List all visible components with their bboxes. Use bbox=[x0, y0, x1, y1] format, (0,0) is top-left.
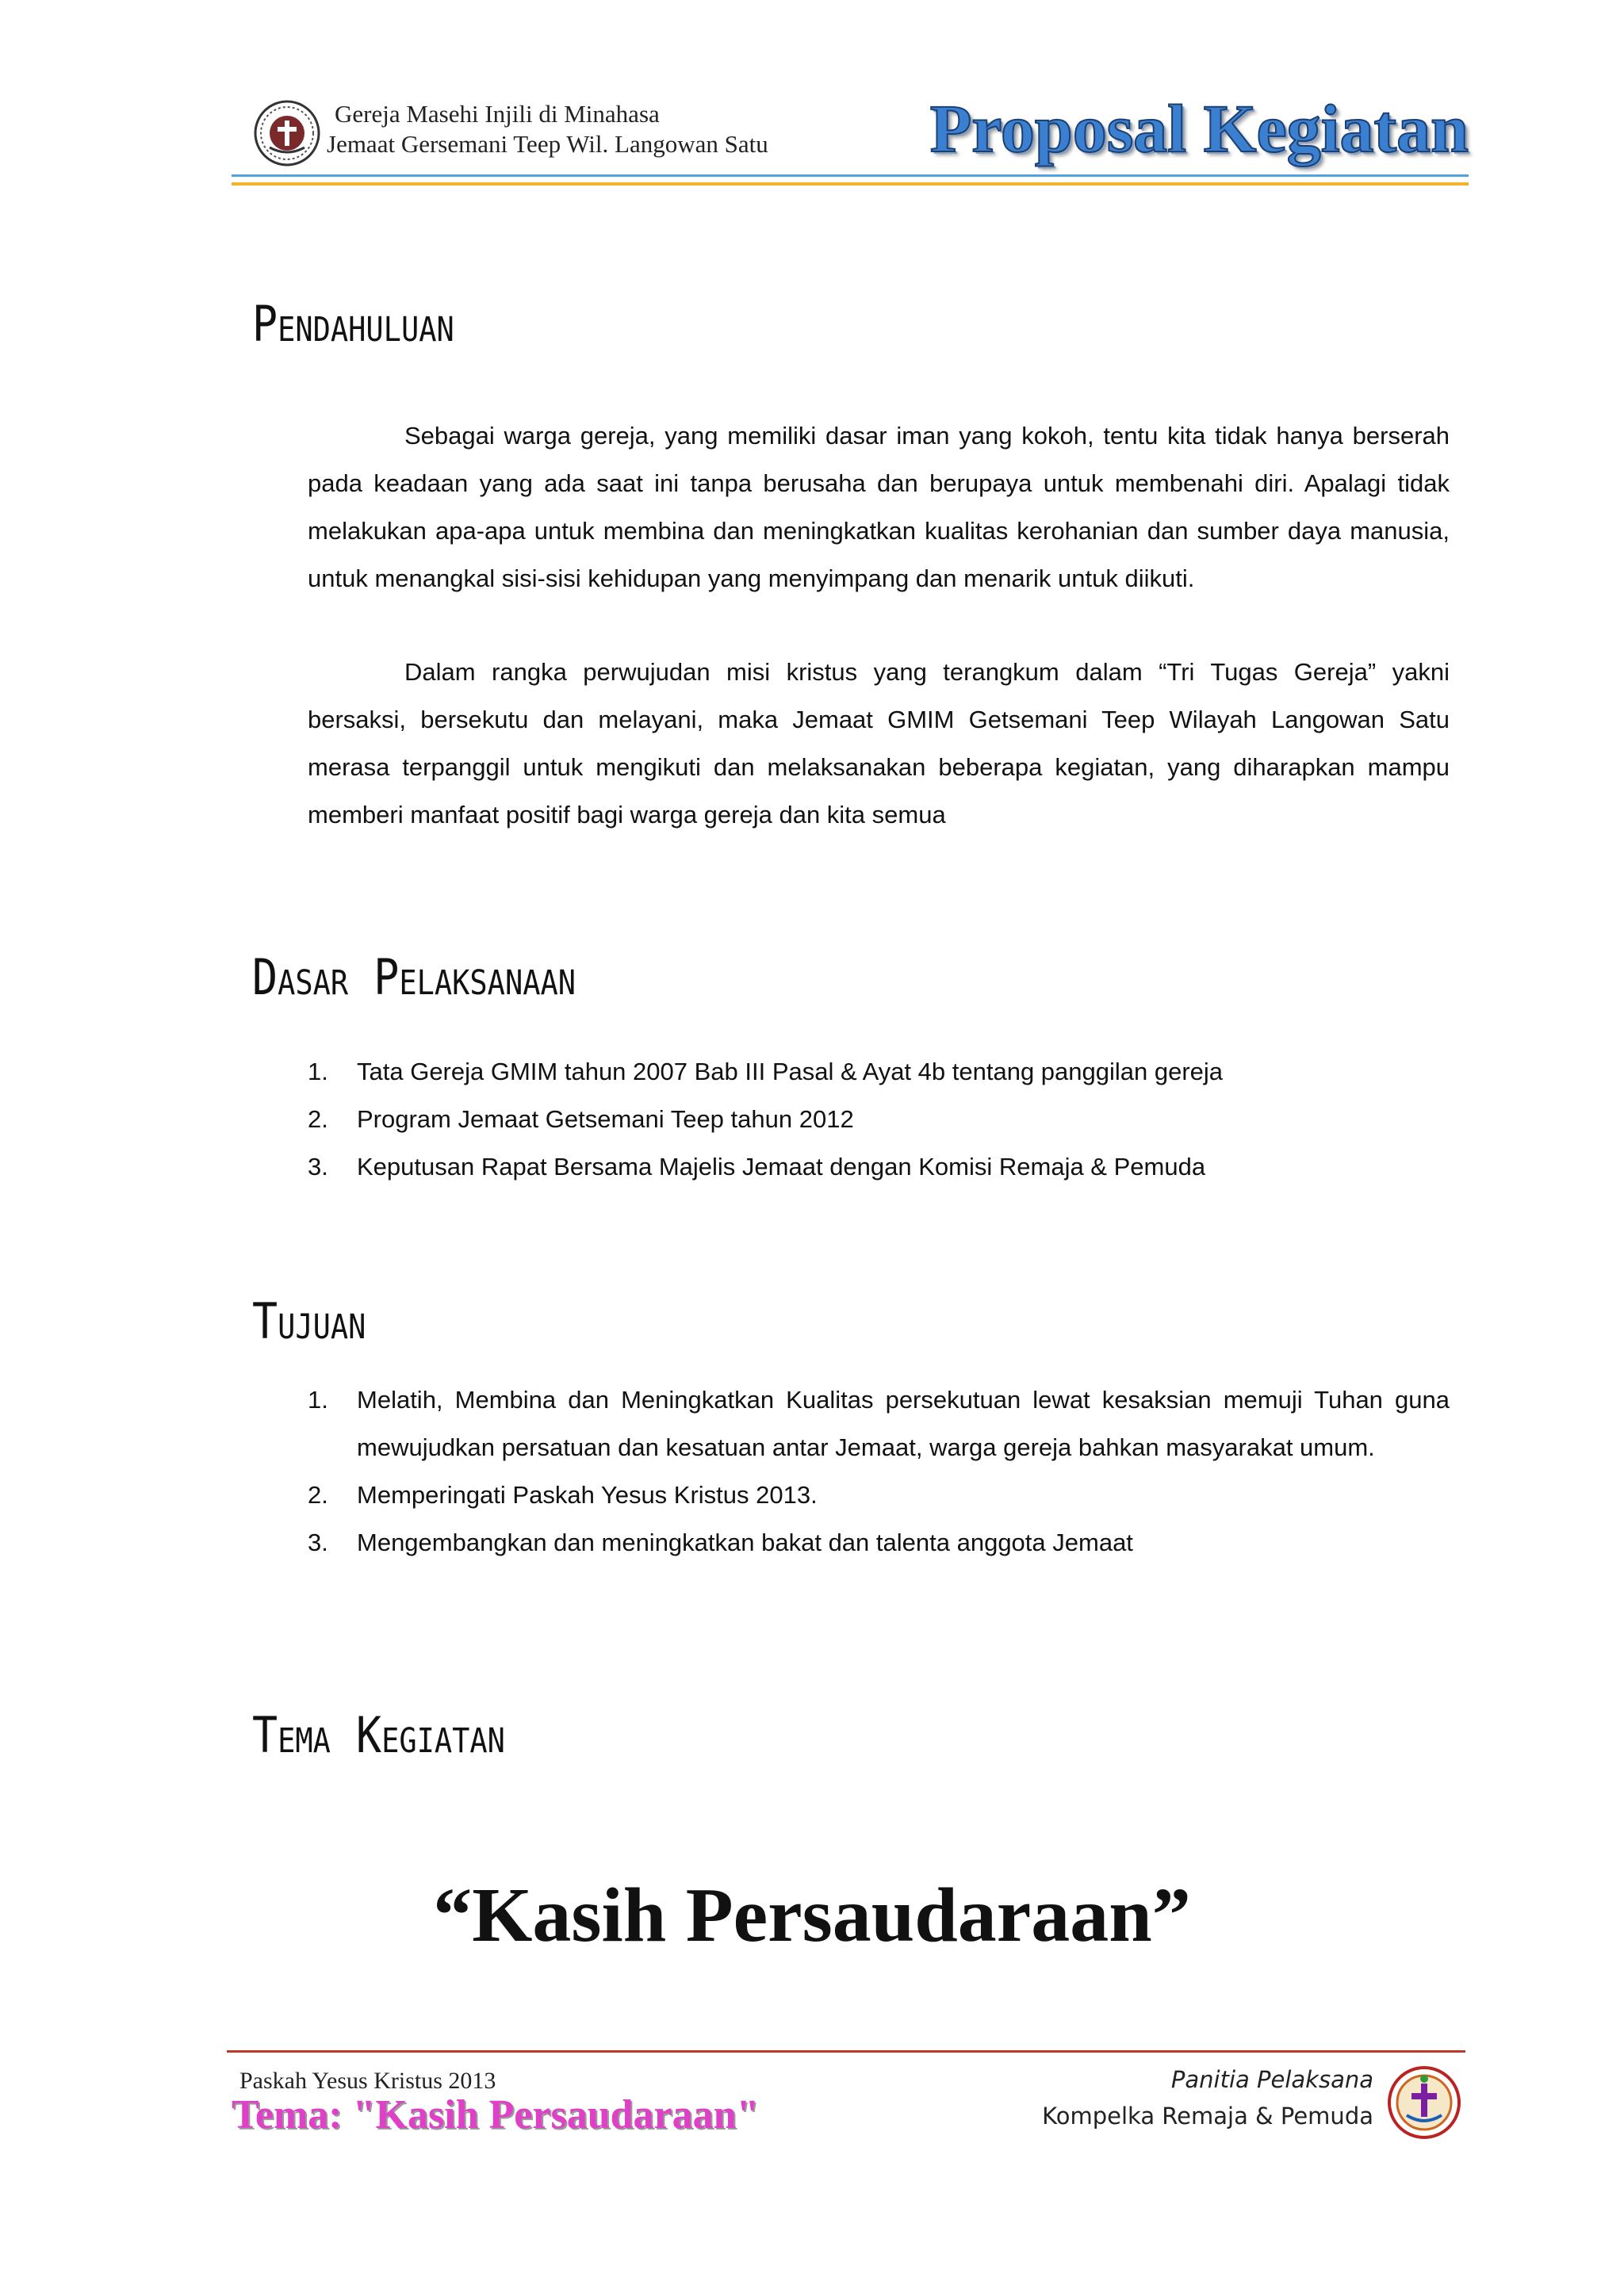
list-item bbox=[308, 1048, 1450, 1096]
list-number: 2. bbox=[308, 1481, 328, 1509]
pendahuluan-paragraph-2: Dalam rangka perwujudan misi kristus yang terangkum dalam “Tri Tugas Gereja” yakni bersaksi, bersekutu dan melayani, maka Jemaat GMIM Getsemani Teep Wilayah Langowan Satu merasa terpanggil untuk mengikuti dan melaksanakan beberapa kegiatan, yang diharapkan mampu memberi manfaat positif bagi warga gereja dan kita semua bbox=[308, 658, 1450, 828]
document-title: Proposal Kegiatan bbox=[929, 90, 1469, 166]
pendahuluan-paragraph-1: Sebagai warga gereja, yang memiliki dasar iman yang kokoh, tentu kita tidak hanya berserah pada keadaan yang ada saat ini tanpa berusaha dan berupaya untuk membenahi diri. Apalagi tidak melakukan apa-apa untuk membina dan meningkatkan kualitas kerohanian dan sumber daya manusia, untuk menangkal sisi-sisi kehidupan yang menyimpang dan menarik untuk diikuti. bbox=[308, 422, 1450, 592]
tujuan-list bbox=[308, 1376, 1450, 1567]
church-name: Gereja Masehi Injili di Minahasa bbox=[335, 100, 660, 128]
list-number: 3. bbox=[308, 1529, 328, 1556]
congregation-name: Jemaat Gersemani Teep Wil. Langowan Satu bbox=[327, 130, 768, 158]
list-text: Program Jemaat Getsemani Teep tahun 2012 bbox=[357, 1105, 854, 1133]
section-title-pendahuluan: Pendahuluan bbox=[252, 295, 454, 353]
dasar-list bbox=[308, 1048, 1450, 1191]
footer-committee: Panitia Pelaksana bbox=[1170, 2066, 1373, 2093]
list-item bbox=[308, 1143, 1450, 1191]
kompelka-emblem-icon bbox=[1386, 2064, 1462, 2141]
footer-organizer: Kompelka Remaja & Pemuda bbox=[1042, 2103, 1373, 2130]
footer-theme: Tema: "Kasih Persaudaraan" bbox=[232, 2092, 760, 2137]
footer-divider bbox=[227, 2050, 1465, 2053]
header-divider-gold bbox=[232, 182, 1469, 186]
list-item bbox=[308, 1471, 1450, 1519]
list-number: 3. bbox=[308, 1153, 328, 1181]
list-text: Melatih, Membina dan Meningkatkan Kualitas persekutuan lewat kesaksian memuji Tuhan guna mewujudkan persatuan dan kesatuan antar Jemaat, warga gereja bahkan masyarakat umum. bbox=[357, 1386, 1450, 1461]
section-title-tema: Tema Kegiatan bbox=[252, 1706, 505, 1764]
list-number: 1. bbox=[308, 1058, 328, 1085]
list-item bbox=[308, 1519, 1450, 1567]
gmim-seal-icon bbox=[254, 100, 320, 166]
list-text: Mengembangkan dan meningkatkan bakat dan talenta anggota Jemaat bbox=[357, 1529, 1133, 1556]
page-header bbox=[232, 89, 1469, 192]
event-theme: “Kasih Persaudaraan” bbox=[433, 1873, 1191, 1958]
list-item bbox=[308, 1096, 1450, 1143]
list-number: 1. bbox=[308, 1386, 328, 1414]
list-text: Keputusan Rapat Bersama Majelis Jemaat dengan Komisi Remaja & Pemuda bbox=[357, 1153, 1206, 1181]
list-number: 2. bbox=[308, 1105, 328, 1133]
list-text: Memperingati Paskah Yesus Kristus 2013. bbox=[357, 1481, 818, 1509]
list-text: Tata Gereja GMIM tahun 2007 Bab III Pasal & Ayat 4b tentang panggilan gereja bbox=[357, 1058, 1224, 1085]
section-title-dasar: Dasar Pelaksanaan bbox=[252, 948, 576, 1006]
header-divider-blue bbox=[232, 174, 1469, 177]
list-item bbox=[308, 1376, 1450, 1471]
footer-event: Paskah Yesus Kristus 2013 bbox=[239, 2068, 496, 2094]
section-title-tujuan: Tujuan bbox=[252, 1292, 366, 1350]
